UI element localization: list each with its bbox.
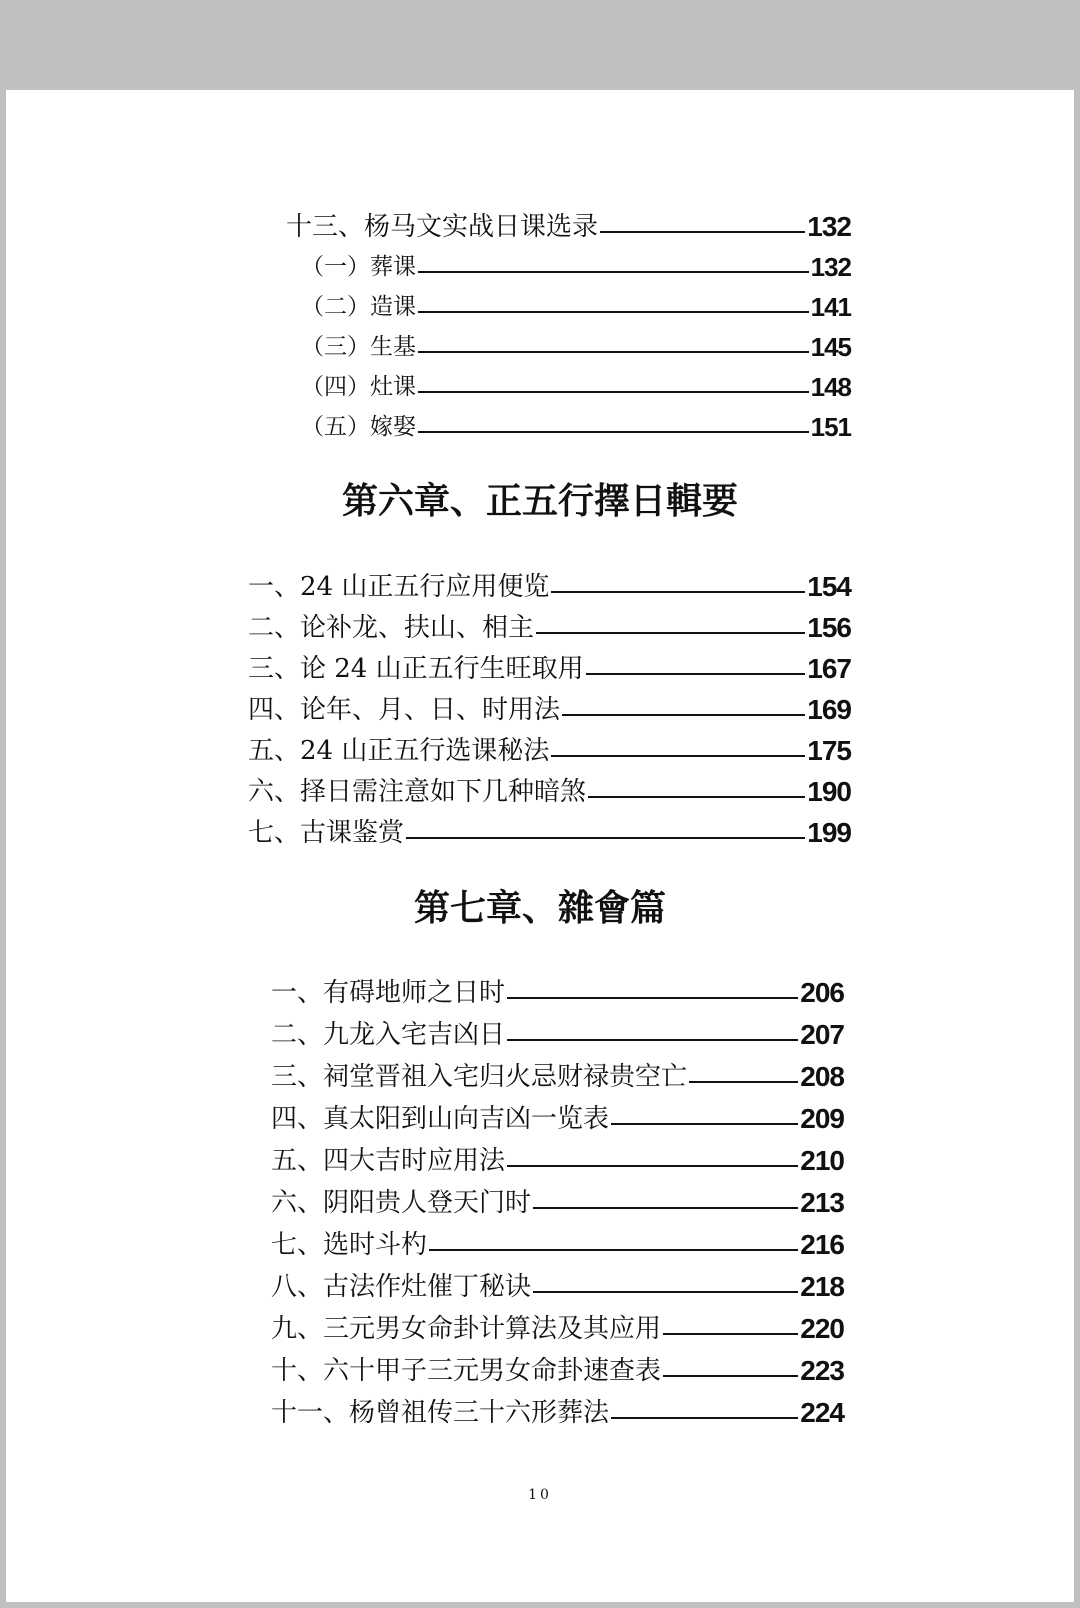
dot-leader xyxy=(562,714,805,716)
dot-leader xyxy=(418,431,809,433)
toc-entry-page: 224 xyxy=(800,1397,844,1428)
toc-entry-page: 208 xyxy=(800,1061,844,1092)
dot-leader xyxy=(406,837,805,839)
toc-entry-title: 五、24 山正五行选课秘法 xyxy=(248,736,550,766)
page-number: 10 xyxy=(528,1487,552,1503)
dot-leader xyxy=(611,1123,798,1125)
toc-entry-page: 206 xyxy=(800,977,844,1008)
chapter-7-heading: 第七章、雜會篇 xyxy=(413,888,666,929)
toc-entry xyxy=(271,1186,844,1220)
dot-leader xyxy=(551,591,805,593)
toc-entry-title: 七、选时斗杓 xyxy=(271,1230,428,1260)
toc-entry-title: （五）嫁娶 xyxy=(301,414,416,440)
toc-subentry xyxy=(301,290,851,324)
dot-leader xyxy=(663,1375,798,1377)
dot-leader xyxy=(536,632,805,634)
toc-entry-page: 207 xyxy=(800,1019,844,1050)
toc-entry xyxy=(271,1396,844,1430)
document-page xyxy=(6,90,1074,1602)
dot-leader xyxy=(418,391,809,393)
toc-entry-page: 216 xyxy=(800,1229,844,1260)
toc-entry-page: 132 xyxy=(807,211,851,242)
toc-entry-page: 156 xyxy=(807,612,851,643)
dot-leader xyxy=(689,1081,798,1083)
dot-leader xyxy=(600,231,805,233)
toc-entry-title: 三、祠堂晋祖入宅归火忌财禄贵空亡 xyxy=(271,1062,688,1092)
toc-entry xyxy=(248,734,851,768)
chapter-6-heading: 第六章、正五行擇日輯要 xyxy=(341,481,738,522)
toc-entry-title: （一）葬课 xyxy=(301,254,416,280)
toc-entry xyxy=(248,611,851,645)
toc-entry-title: 五、四大吉时应用法 xyxy=(271,1146,506,1176)
toc-entry-page: 175 xyxy=(807,735,851,766)
toc-subentry xyxy=(301,250,851,284)
dot-leader xyxy=(507,1039,798,1041)
toc-entry xyxy=(271,1312,844,1346)
toc-entry xyxy=(248,570,851,604)
toc-subentry xyxy=(301,410,851,444)
toc-entry-title: 四、真太阳到山向吉凶一览表 xyxy=(271,1104,610,1134)
toc-entry-title: （二）造课 xyxy=(301,294,416,320)
dot-leader xyxy=(507,997,798,999)
toc-entry xyxy=(271,1102,844,1136)
toc-subentry xyxy=(301,330,851,364)
toc-entry xyxy=(271,1144,844,1178)
dot-leader xyxy=(507,1165,798,1167)
toc-entry-title: 六、阴阳贵人登天门时 xyxy=(271,1188,532,1218)
toc-entry-title: 十三、杨马文实战日课选录 xyxy=(286,212,599,242)
dot-leader xyxy=(551,755,805,757)
dot-leader xyxy=(418,351,809,353)
toc-entry xyxy=(248,693,851,727)
toc-entry-title: 九、三元男女命卦计算法及其应用 xyxy=(271,1314,662,1344)
toc-entry-title: 二、九龙入宅吉凶日 xyxy=(271,1020,506,1050)
toc-entry-page: 151 xyxy=(810,412,851,442)
toc-entry-title: （四）灶课 xyxy=(301,374,416,400)
toc-entry-page: 210 xyxy=(800,1145,844,1176)
toc-entry-page: 148 xyxy=(810,372,851,402)
toc-entry-page: 213 xyxy=(800,1187,844,1218)
toc-entry-title: 八、古法作灶催丁秘诀 xyxy=(271,1272,532,1302)
toc-entry xyxy=(271,1354,844,1388)
dot-leader xyxy=(418,311,809,313)
toc-entry-page: 218 xyxy=(800,1271,844,1302)
dot-leader xyxy=(663,1333,798,1335)
dot-leader xyxy=(429,1249,798,1251)
toc-entry xyxy=(271,976,844,1010)
toc-entry-page: 154 xyxy=(807,571,851,602)
toc-entry xyxy=(271,1018,844,1052)
toc-entry-page: 223 xyxy=(800,1355,844,1386)
toc-entry-title: 四、论年、月、日、时用法 xyxy=(248,695,561,725)
toc-entry-page: 132 xyxy=(810,252,851,282)
toc-entry-title: 一、24 山正五行应用便览 xyxy=(248,572,550,602)
toc-entry-page: 209 xyxy=(800,1103,844,1134)
toc-entry xyxy=(248,816,851,850)
toc-entry-page: 199 xyxy=(807,817,851,848)
toc-entry xyxy=(271,1060,844,1094)
toc-subentry xyxy=(301,370,851,404)
toc-entry-page: 167 xyxy=(807,653,851,684)
toc-entry-title: 三、论 24 山正五行生旺取用 xyxy=(248,654,584,684)
toc-entry-title: （三）生基 xyxy=(301,334,416,360)
toc-entry xyxy=(248,652,851,686)
dot-leader xyxy=(533,1207,798,1209)
toc-entry-title: 二、论补龙、扶山、相主 xyxy=(248,613,535,643)
toc-entry-section13 xyxy=(286,210,851,244)
toc-entry-page: 145 xyxy=(810,332,851,362)
toc-entry xyxy=(271,1270,844,1304)
dot-leader xyxy=(588,796,805,798)
toc-entry-title: 一、有碍地师之日时 xyxy=(271,978,506,1008)
dot-leader xyxy=(533,1291,798,1293)
toc-entry-page: 190 xyxy=(807,776,851,807)
toc-entry-page: 169 xyxy=(807,694,851,725)
toc-entry-title: 十、六十甲子三元男女命卦速查表 xyxy=(271,1356,662,1386)
dot-leader xyxy=(418,271,809,273)
toc-entry-page: 141 xyxy=(810,292,851,322)
dot-leader xyxy=(586,673,806,675)
toc-entry xyxy=(248,775,851,809)
toc-entry-title: 十一、杨曾祖传三十六形葬法 xyxy=(271,1398,610,1428)
toc-entry-page: 220 xyxy=(800,1313,844,1344)
toc-entry-title: 七、古课鉴赏 xyxy=(248,818,405,848)
dot-leader xyxy=(611,1417,798,1419)
toc-entry-title: 六、择日需注意如下几种暗煞 xyxy=(248,777,587,807)
toc-entry xyxy=(271,1228,844,1262)
